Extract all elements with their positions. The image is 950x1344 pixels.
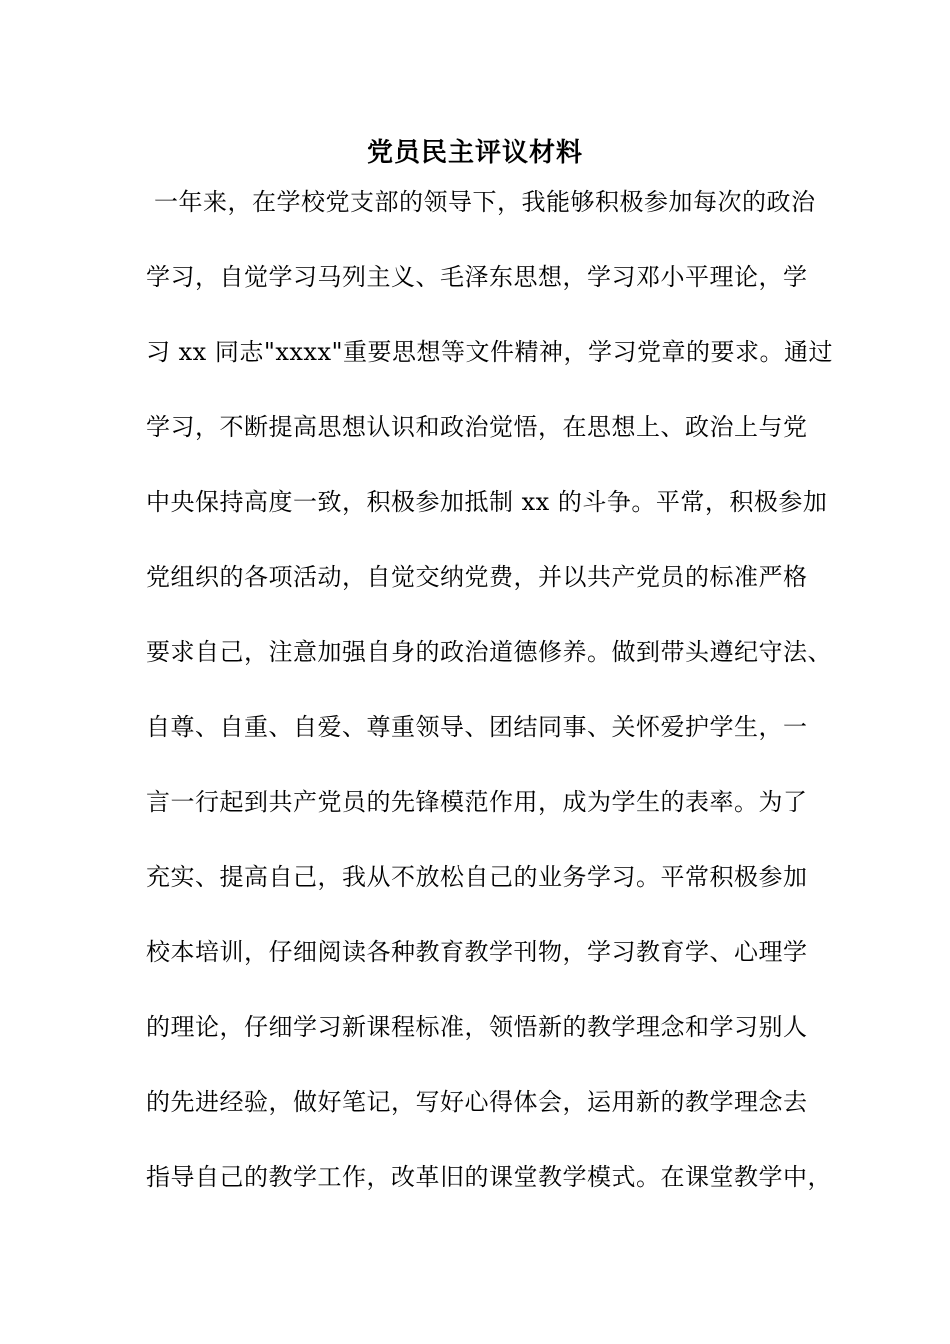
body-line: 的理论，仔细学习新课程标准，领悟新的教学理念和学习别人: [146, 1013, 808, 1041]
document-title: 党员民主评议材料: [366, 138, 583, 168]
body-line: 党组织的各项活动，自觉交纳党费，并以共产党员的标准严格: [146, 563, 808, 591]
body-line: 言一行起到共产党员的先锋模范作用，成为学生的表率。为了: [146, 788, 808, 816]
body-line: 学习，自觉学习马列主义、毛泽东思想，学习邓小平理论，学: [146, 263, 808, 291]
body-line: 中央保持高度一致，积极参加抵制 xx 的斗争。平常，积极参加: [146, 488, 828, 516]
body-line: 要求自己，注意加强自身的政治道德修养。做到带头遵纪守法、: [146, 638, 832, 666]
body-line: 的先进经验，做好笔记，写好心得体会，运用新的教学理念去: [146, 1088, 808, 1116]
body-line: 自尊、自重、自爱、尊重领导、团结同事、关怀爱护学生，一: [146, 713, 808, 741]
body-line: 充实、提高自己，我从不放松自己的业务学习。平常积极参加: [146, 863, 808, 891]
body-line: 学习，不断提高思想认识和政治觉悟，在思想上、政治上与党: [146, 413, 808, 441]
document-body: [146, 182, 836, 1232]
body-line: 指导自己的教学工作，改革旧的课堂教学模式。在课堂教学中，: [146, 1163, 832, 1191]
body-line: 习 xx 同志"xxxx"重要思想等文件精神，学习党章的要求。通过: [146, 338, 834, 366]
body-line: 一年来，在学校党支部的领导下，我能够积极参加每次的政治: [154, 188, 816, 216]
body-line: 校本培训，仔细阅读各种教育教学刊物，学习教育学、心理学: [146, 938, 808, 966]
